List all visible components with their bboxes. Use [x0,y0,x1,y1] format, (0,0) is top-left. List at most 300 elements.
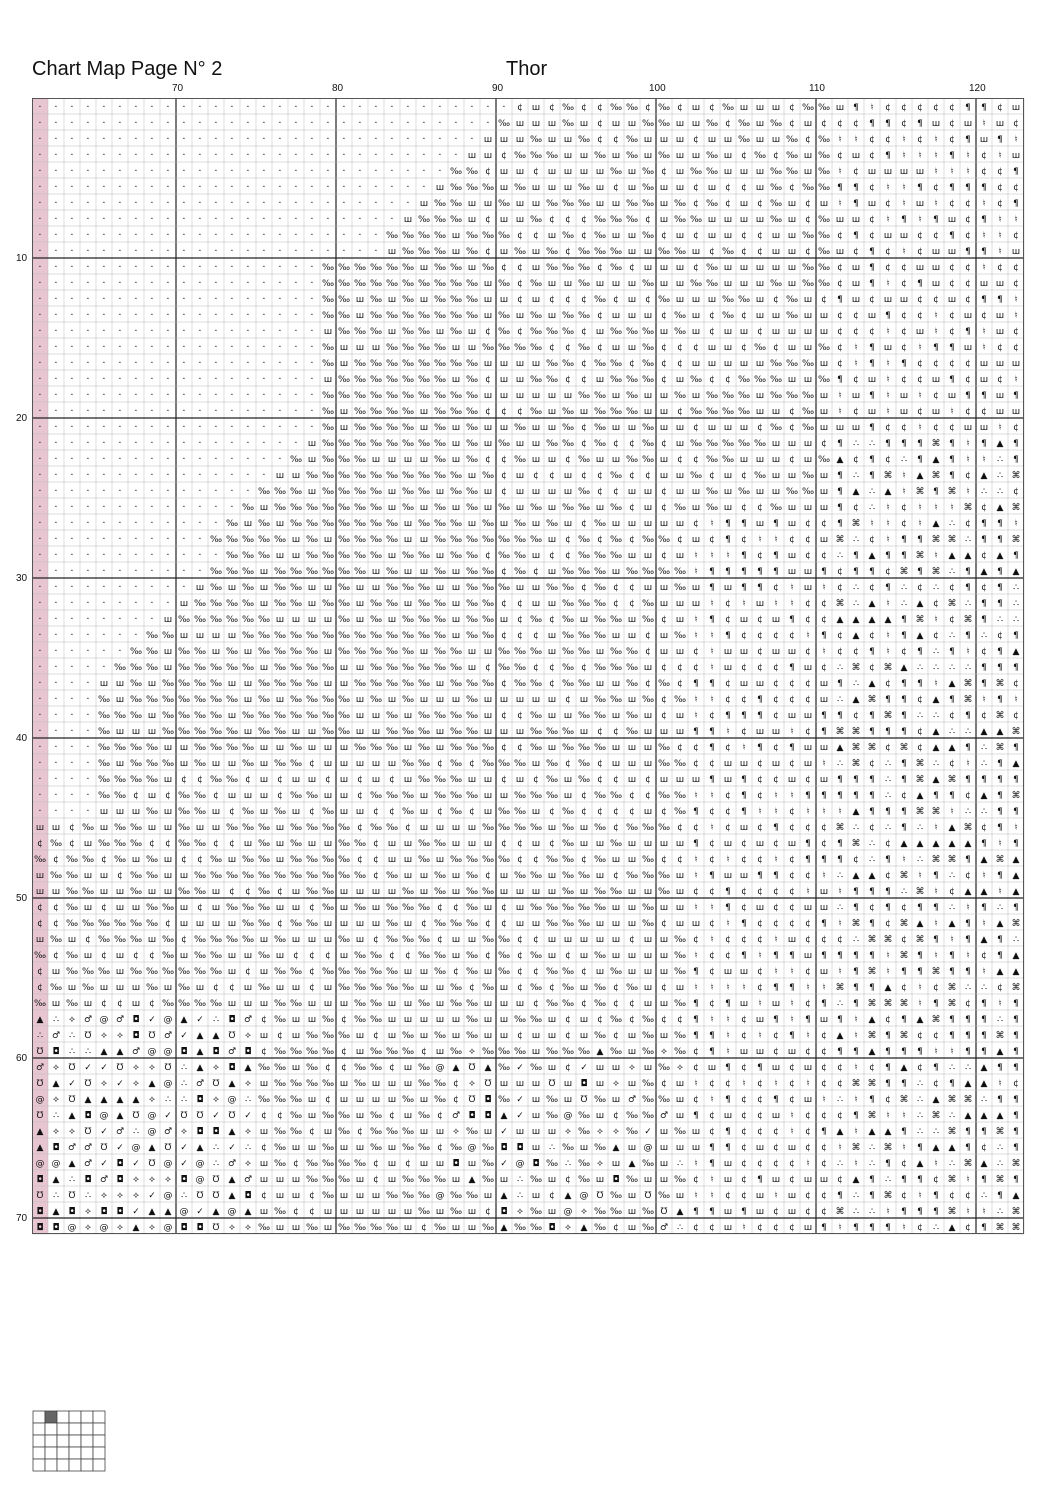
navigator-page-cell[interactable] [33,1411,45,1423]
cross-stitch-chart-grid[interactable] [32,98,1026,1236]
stitch-symbol: ш [692,1143,700,1153]
stitch-symbol: ‰ [450,759,462,769]
navigator-page-cell[interactable] [69,1447,81,1459]
stitch-symbol: ш [644,967,652,977]
stitch-symbol: ▲ [965,839,972,849]
stitch-symbol: ♮ [966,455,969,465]
stitch-symbol: @ [468,1143,477,1153]
stitch-symbol: ¢ [357,823,363,833]
stitch-symbol: ◘ [180,1047,187,1057]
stitch-symbol: ¢ [693,1175,699,1185]
page-navigator-thumbnail[interactable] [32,1410,106,1472]
stitch-symbol: · [86,486,89,497]
stitch-symbol: ◘ [180,1175,187,1185]
stitch-symbol: ¢ [773,1207,779,1217]
stitch-symbol: ш [692,487,700,497]
stitch-symbol: ¢ [741,1191,747,1201]
stitch-symbol: ш [500,391,508,401]
stitch-symbol: ¢ [725,743,731,753]
stitch-symbol: ▲ [869,1015,876,1025]
stitch-symbol: ♂ [52,1031,60,1041]
stitch-symbol: ‰ [466,391,478,401]
navigator-active-page[interactable] [45,1411,57,1423]
stitch-symbol: ♮ [854,359,857,369]
stitch-symbol: ⟡ [69,1015,75,1025]
stitch-symbol: · [166,470,169,481]
stitch-symbol: · [150,198,153,209]
stitch-symbol: ш [404,1015,412,1025]
stitch-symbol: ш [260,743,268,753]
stitch-symbol: ш [500,887,508,897]
stitch-symbol: ‰ [274,679,286,689]
navigator-page-cell[interactable] [69,1423,81,1435]
stitch-symbol: ¶ [853,567,859,577]
stitch-symbol: ш [596,871,604,881]
stitch-symbol: ш [708,135,716,145]
stitch-symbol: ¢ [549,295,555,305]
navigator-page-cell[interactable] [57,1459,69,1471]
stitch-symbol: ш [260,999,268,1009]
stitch-symbol: ‰ [578,1047,590,1057]
stitch-symbol: ¶ [885,551,891,561]
stitch-symbol: ¶ [821,919,827,929]
stitch-symbol: ¢ [709,999,715,1009]
stitch-symbol: ∴ [997,455,1003,465]
navigator-page-cell[interactable] [45,1459,57,1471]
stitch-symbol: ‰ [530,215,542,225]
stitch-symbol: ‰ [514,519,526,529]
stitch-symbol: ¢ [613,183,619,193]
stitch-symbol: ш [548,711,556,721]
stitch-symbol: · [86,710,89,721]
stitch-symbol: ℧ [149,1159,156,1169]
stitch-symbol: ♮ [838,391,841,401]
stitch-symbol: ¢ [1013,1079,1019,1089]
navigator-page-cell[interactable] [57,1435,69,1447]
stitch-symbol: ¢ [773,839,779,849]
navigator-page-cell[interactable] [69,1435,81,1447]
stitch-symbol: ш [724,839,732,849]
stitch-symbol: ¢ [821,663,827,673]
stitch-symbol: · [198,294,201,305]
stitch-symbol: ‰ [450,1047,462,1057]
stitch-symbol: ш [148,679,156,689]
stitch-symbol: ▲ [501,1111,508,1121]
stitch-symbol: ш [132,807,140,817]
stitch-symbol: ‰ [466,439,478,449]
stitch-symbol: ‰ [178,791,190,801]
stitch-symbol: · [214,150,217,161]
stitch-symbol: · [278,102,281,113]
stitch-symbol: ¢ [997,631,1003,641]
stitch-symbol: · [262,390,265,401]
stitch-symbol: ш [676,919,684,929]
stitch-symbol: ‰ [626,199,638,209]
stitch-symbol: ‰ [706,503,718,513]
stitch-symbol: ‰ [754,471,766,481]
stitch-symbol: ш [772,311,780,321]
stitch-symbol: ‰ [642,1207,654,1217]
stitch-symbol: ▲ [997,439,1004,449]
stitch-symbol: ‰ [658,1191,670,1201]
stitch-symbol: ‰ [322,1111,334,1121]
stitch-symbol: · [54,406,57,417]
stitch-symbol: ¢ [565,1015,571,1025]
stitch-symbol: ‰ [578,247,590,257]
stitch-symbol: ∴ [837,903,843,913]
stitch-symbol: · [118,534,121,545]
navigator-page-cell[interactable] [93,1423,105,1435]
stitch-symbol: ♂ [628,1095,636,1105]
stitch-symbol: ‰ [306,1223,318,1233]
stitch-symbol: ¢ [405,823,411,833]
stitch-symbol: ‰ [402,231,414,241]
stitch-symbol: · [38,774,41,785]
stitch-symbol: · [230,134,233,145]
stitch-symbol: · [230,502,233,513]
stitch-symbol: ш [676,519,684,529]
stitch-symbol: ‰ [242,663,254,673]
stitch-symbol: ‰ [562,727,574,737]
stitch-symbol: · [86,102,89,113]
stitch-symbol: ‰ [258,1063,270,1073]
stitch-symbol: ш [292,727,300,737]
stitch-symbol: ‰ [450,407,462,417]
stitch-symbol: ‰ [674,311,686,321]
stitch-symbol: · [118,630,121,641]
stitch-symbol: ▲ [1013,647,1020,657]
stitch-symbol: ш [452,1031,460,1041]
stitch-symbol: ‰ [530,727,542,737]
stitch-symbol: ш [644,583,652,593]
stitch-symbol: · [166,438,169,449]
stitch-symbol: ш [340,999,348,1009]
stitch-symbol: ‰ [434,791,446,801]
stitch-symbol: ш [740,103,748,113]
stitch-symbol: ¢ [981,167,987,177]
stitch-symbol: ⌘ [948,599,957,609]
stitch-symbol: ‰ [658,823,670,833]
stitch-symbol: ▲ [853,615,860,625]
stitch-symbol: · [38,502,41,513]
stitch-symbol: ‰ [274,1207,286,1217]
stitch-symbol: ш [532,119,540,129]
stitch-symbol: ‰ [594,439,606,449]
stitch-symbol: ¶ [965,967,971,977]
stitch-symbol: ¶ [837,503,843,513]
stitch-symbol: ¢ [661,487,667,497]
stitch-symbol: ш [772,759,780,769]
stitch-symbol: ‰ [274,871,286,881]
stitch-symbol: ‰ [274,711,286,721]
stitch-symbol: ⌘ [900,567,909,577]
stitch-symbol: · [70,598,73,609]
stitch-symbol: ¶ [997,1095,1003,1105]
stitch-symbol: ▲ [1013,759,1020,769]
stitch-symbol: ш [772,263,780,273]
stitch-symbol: ‰ [290,823,302,833]
stitch-symbol: ¢ [949,103,955,113]
navigator-page-cell[interactable] [33,1459,45,1471]
stitch-symbol: ¢ [949,423,955,433]
stitch-symbol: ш [516,215,524,225]
stitch-symbol: ¶ [709,567,715,577]
stitch-symbol: ∴ [869,1159,875,1169]
stitch-symbol: ‰ [498,647,510,657]
stitch-symbol: ‰ [450,519,462,529]
stitch-symbol: ¢ [741,631,747,641]
stitch-symbol: ♮ [918,999,921,1009]
stitch-symbol: · [102,662,105,673]
stitch-symbol: ¢ [965,871,971,881]
navigator-page-cell[interactable] [69,1459,81,1471]
stitch-symbol: ¢ [613,599,619,609]
stitch-symbol: ‰ [594,791,606,801]
stitch-symbol: ш [500,1015,508,1025]
stitch-symbol: ш [308,1111,316,1121]
stitch-symbol: ‰ [466,951,478,961]
stitch-symbol: ш [260,1079,268,1089]
stitch-symbol: ‰ [146,967,158,977]
stitch-symbol: ⌘ [916,935,925,945]
stitch-symbol: · [102,278,105,289]
stitch-symbol: ш [340,919,348,929]
stitch-symbol: ш [244,727,252,737]
stitch-symbol: ‰ [738,439,750,449]
stitch-symbol: ш [916,167,924,177]
stitch-symbol: ¶ [933,999,939,1009]
navigator-page-cell[interactable] [93,1447,105,1459]
stitch-symbol: ♮ [710,695,713,705]
stitch-symbol: ш [628,839,636,849]
navigator-page-cell[interactable] [93,1459,105,1471]
stitch-symbol: ¢ [373,1175,379,1185]
stitch-symbol: ‰ [402,663,414,673]
navigator-page-cell[interactable] [81,1423,93,1435]
stitch-symbol: ∴ [837,999,843,1009]
stitch-symbol: ¶ [837,1047,843,1057]
navigator-page-cell[interactable] [57,1411,69,1423]
stitch-symbol: ‰ [82,887,94,897]
stitch-symbol: ¶ [853,1111,859,1121]
stitch-symbol: ♮ [854,1031,857,1041]
navigator-page-cell[interactable] [57,1447,69,1459]
stitch-symbol: ‰ [274,631,286,641]
stitch-symbol: ш [308,1015,316,1025]
stitch-symbol: ¢ [357,1127,363,1137]
stitch-symbol: · [246,326,249,337]
stitch-symbol: · [310,294,313,305]
stitch-symbol: · [54,774,57,785]
stitch-symbol: ‰ [370,311,382,321]
stitch-symbol: ¢ [693,455,699,465]
stitch-symbol: ш [452,695,460,705]
navigator-page-cell[interactable] [33,1435,45,1447]
navigator-page-cell[interactable] [45,1435,57,1447]
navigator-page-cell[interactable] [57,1423,69,1435]
stitch-symbol: ш [628,903,636,913]
stitch-symbol: ш [596,1063,604,1073]
stitch-symbol: ¢ [677,855,683,865]
stitch-symbol: ♮ [918,983,921,993]
stitch-symbol: ▲ [53,1175,60,1185]
stitch-symbol: ∴ [565,1159,571,1169]
stitch-symbol: ш [532,247,540,257]
stitch-symbol: ▲ [837,1031,844,1041]
stitch-symbol: ▲ [885,615,892,625]
stitch-symbol: · [262,214,265,225]
stitch-symbol: ш [756,1207,764,1217]
stitch-symbol: ‰ [402,487,414,497]
stitch-symbol: ‰ [498,823,510,833]
stitch-symbol: ‰ [322,567,334,577]
stitch-symbol: ◘ [68,1207,75,1217]
stitch-symbol: · [86,358,89,369]
stitch-symbol: · [262,454,265,465]
stitch-symbol: ♂ [84,1159,92,1169]
stitch-symbol: · [118,566,121,577]
stitch-symbol: · [406,182,409,193]
stitch-symbol: ¶ [693,727,699,737]
stitch-symbol: ‰ [786,487,798,497]
stitch-symbol: · [118,134,121,145]
stitch-symbol: ш [484,695,492,705]
stitch-symbol: ш [916,327,924,337]
stitch-symbol: ‰ [530,503,542,513]
stitch-symbol: ¶ [709,1143,715,1153]
stitch-symbol: ℧ [85,1079,92,1089]
stitch-symbol: ¢ [741,471,747,481]
stitch-symbol: ш [404,455,412,465]
stitch-symbol: ¢ [453,903,459,913]
stitch-symbol: · [502,102,505,113]
stitch-symbol: ‰ [530,711,542,721]
stitch-symbol: ¶ [997,1063,1003,1073]
stitch-symbol: ¶ [693,1031,699,1041]
stitch-symbol: ¶ [965,855,971,865]
stitch-symbol: ∴ [949,1159,955,1169]
stitch-symbol: ш [564,775,572,785]
stitch-symbol: ℧ [69,1063,76,1073]
stitch-symbol: ¶ [773,551,779,561]
stitch-symbol: · [454,118,457,129]
stitch-symbol: ¢ [981,551,987,561]
stitch-symbol: ш [964,311,972,321]
stitch-symbol: ‰ [674,1047,686,1057]
stitch-symbol: ш [660,1159,668,1169]
navigator-page-cell[interactable] [81,1459,93,1471]
navigator-page-cell[interactable] [69,1411,81,1423]
stitch-symbol: ¢ [581,999,587,1009]
stitch-symbol: · [70,182,73,193]
stitch-symbol: ▲ [949,823,956,833]
stitch-symbol: ‰ [642,919,654,929]
stitch-symbol: ¢ [757,1079,763,1089]
stitch-symbol: ‰ [562,359,574,369]
stitch-symbol: ¢ [789,535,795,545]
stitch-symbol: ♮ [934,199,937,209]
navigator-page-cell[interactable] [45,1447,57,1459]
stitch-symbol: ш [724,135,732,145]
stitch-symbol: ¢ [1013,231,1019,241]
stitch-symbol: ш [340,359,348,369]
stitch-symbol: ‰ [418,615,430,625]
stitch-symbol: ш [452,567,460,577]
stitch-symbol: ¢ [549,551,555,561]
stitch-symbol: · [38,710,41,721]
stitch-symbol: ш [596,327,604,337]
stitch-symbol: ¢ [693,759,699,769]
stitch-symbol: · [38,118,41,129]
stitch-symbol: ш [420,1159,428,1169]
stitch-symbol: ‰ [594,407,606,417]
stitch-symbol: · [54,102,57,113]
navigator-page-cell[interactable] [93,1435,105,1447]
stitch-symbol: ш [420,407,428,417]
stitch-symbol: ‰ [146,807,158,817]
stitch-symbol: ш [820,503,828,513]
stitch-symbol: ‰ [546,855,558,865]
navigator-page-cell[interactable] [81,1411,93,1423]
stitch-symbol: ▲ [981,1079,988,1089]
stitch-symbol: · [278,230,281,241]
column-label-120: 120 [969,83,986,94]
stitch-symbol: ш [676,167,684,177]
stitch-symbol: ш [676,231,684,241]
stitch-symbol: ¢ [565,343,571,353]
stitch-symbol: ¢ [405,951,411,961]
navigator-page-cell[interactable] [45,1423,57,1435]
stitch-symbol: ‰ [466,295,478,305]
navigator-page-cell[interactable] [81,1447,93,1459]
stitch-symbol: · [262,182,265,193]
stitch-symbol: ‰ [354,743,366,753]
stitch-symbol: ‰ [434,439,446,449]
stitch-symbol: ¶ [901,359,907,369]
navigator-page-cell[interactable] [93,1411,105,1423]
stitch-symbol: ♮ [838,407,841,417]
stitch-symbol: ∴ [917,1111,923,1121]
stitch-symbol: ¢ [661,695,667,705]
stitch-symbol: · [86,518,89,529]
stitch-symbol: ▲ [213,1031,220,1041]
stitch-symbol: ш [452,583,460,593]
navigator-page-cell[interactable] [33,1447,45,1459]
stitch-symbol: ¢ [677,343,683,353]
stitch-symbol: · [262,102,265,113]
stitch-symbol: ‰ [482,1159,494,1169]
stitch-symbol: ш [644,759,652,769]
stitch-symbol: ¢ [373,807,379,817]
stitch-symbol: ¢ [741,1175,747,1185]
stitch-symbol: ш [836,103,844,113]
stitch-symbol: ш [820,423,828,433]
stitch-symbol: ¢ [565,215,571,225]
stitch-symbol: ∴ [181,1079,187,1089]
stitch-symbol: ♮ [710,631,713,641]
stitch-symbol: ш [292,1143,300,1153]
stitch-symbol: ‰ [562,647,574,657]
stitch-symbol: ‰ [194,695,206,705]
stitch-symbol: ш [612,855,620,865]
navigator-page-cell[interactable] [81,1435,93,1447]
stitch-symbol: ¶ [917,679,923,689]
navigator-page-cell[interactable] [33,1423,45,1435]
stitch-symbol: ‰ [642,855,654,865]
stitch-symbol: ¢ [837,311,843,321]
stitch-symbol: ш [228,919,236,929]
stitch-symbol: ш [804,295,812,305]
